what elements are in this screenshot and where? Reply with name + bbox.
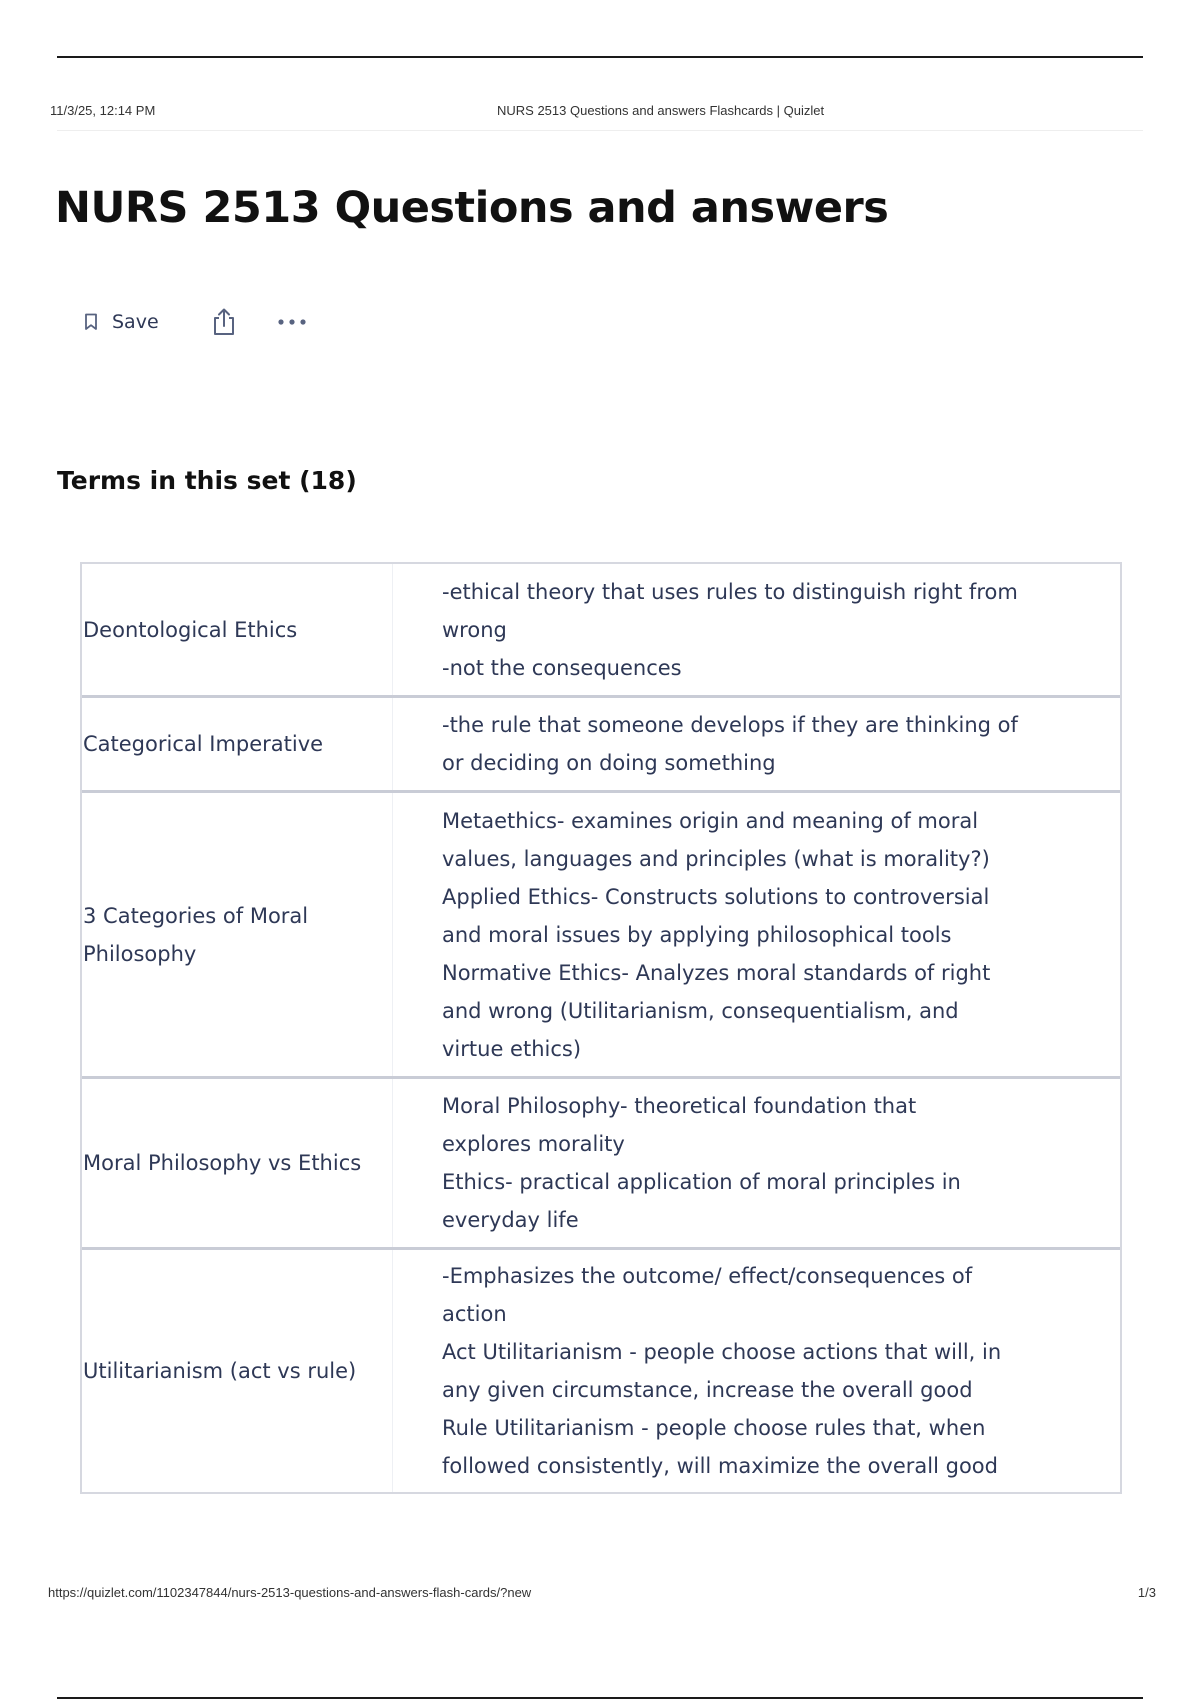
term-row (82, 1076, 1120, 1247)
term-word: Categorical Imperative (82, 698, 393, 790)
save-button-label: Save (112, 311, 159, 333)
page-title: NURS 2513 Questions and answers (55, 183, 889, 233)
more-horizontal-icon (277, 318, 307, 326)
save-button[interactable] (84, 311, 159, 333)
term-definition: Metaethics- examines origin and meaning of moral values, languages and principles (what is morality?) Applied Ethics- Constructs solutions to controversial and moral issues by applying philosophical tools Normative Ethics- Analyzes moral standards of right and wrong (Utilitarianism, consequentialism, and virtue ethics) (442, 808, 991, 1061)
terms-section-title: Terms in this set (18) (57, 466, 357, 495)
term-row (82, 790, 1120, 1076)
term-row (82, 695, 1120, 790)
term-definition: Moral Philosophy- theoretical foundation that explores morality Ethics- practical application of moral principles in everyday life (442, 1094, 961, 1232)
print-footer (48, 1585, 1156, 1605)
print-document-title: NURS 2513 Questions and answers Flashcards | Quizlet (497, 103, 825, 118)
term-row (82, 1247, 1120, 1492)
print-url: https://quizlet.com/1102347844/nurs-2513-questions-and-answers-flash-cards/?new (48, 1585, 532, 1600)
print-date: 11/3/25, 12:14 PM (50, 103, 156, 118)
term-word: 3 Categories of Moral Philosophy (82, 793, 393, 1076)
term-row (82, 564, 1120, 695)
term-word: Utilitarianism (act vs rule) (82, 1250, 393, 1492)
set-toolbar (84, 306, 307, 338)
term-definition: -ethical theory that uses rules to distinguish right from wrong -not the consequences (442, 579, 1018, 680)
bookmark-icon (84, 313, 98, 331)
term-definition: -the rule that someone develops if they are thinking of or deciding on doing something (442, 713, 1018, 775)
print-header (50, 103, 1150, 123)
share-button[interactable] (211, 307, 237, 337)
more-options-button[interactable] (277, 318, 307, 326)
page-number: 1/3 (1137, 1585, 1156, 1600)
term-definition: -Emphasizes the outcome/ effect/consequences of action Act Utilitarianism - people choose actions that will, in any given circumstance, increase the overall good Rule Utilitarianism - people choose rules that, when followed consistently, will maximize the overall good (442, 1264, 1002, 1478)
share-icon (211, 307, 237, 337)
term-word: Moral Philosophy vs Ethics (82, 1079, 393, 1247)
terms-list (80, 562, 1122, 1494)
page-top-rule (57, 56, 1143, 58)
page-bottom-rule (57, 1697, 1143, 1699)
term-word: Deontological Ethics (82, 564, 393, 695)
header-divider (57, 130, 1143, 131)
